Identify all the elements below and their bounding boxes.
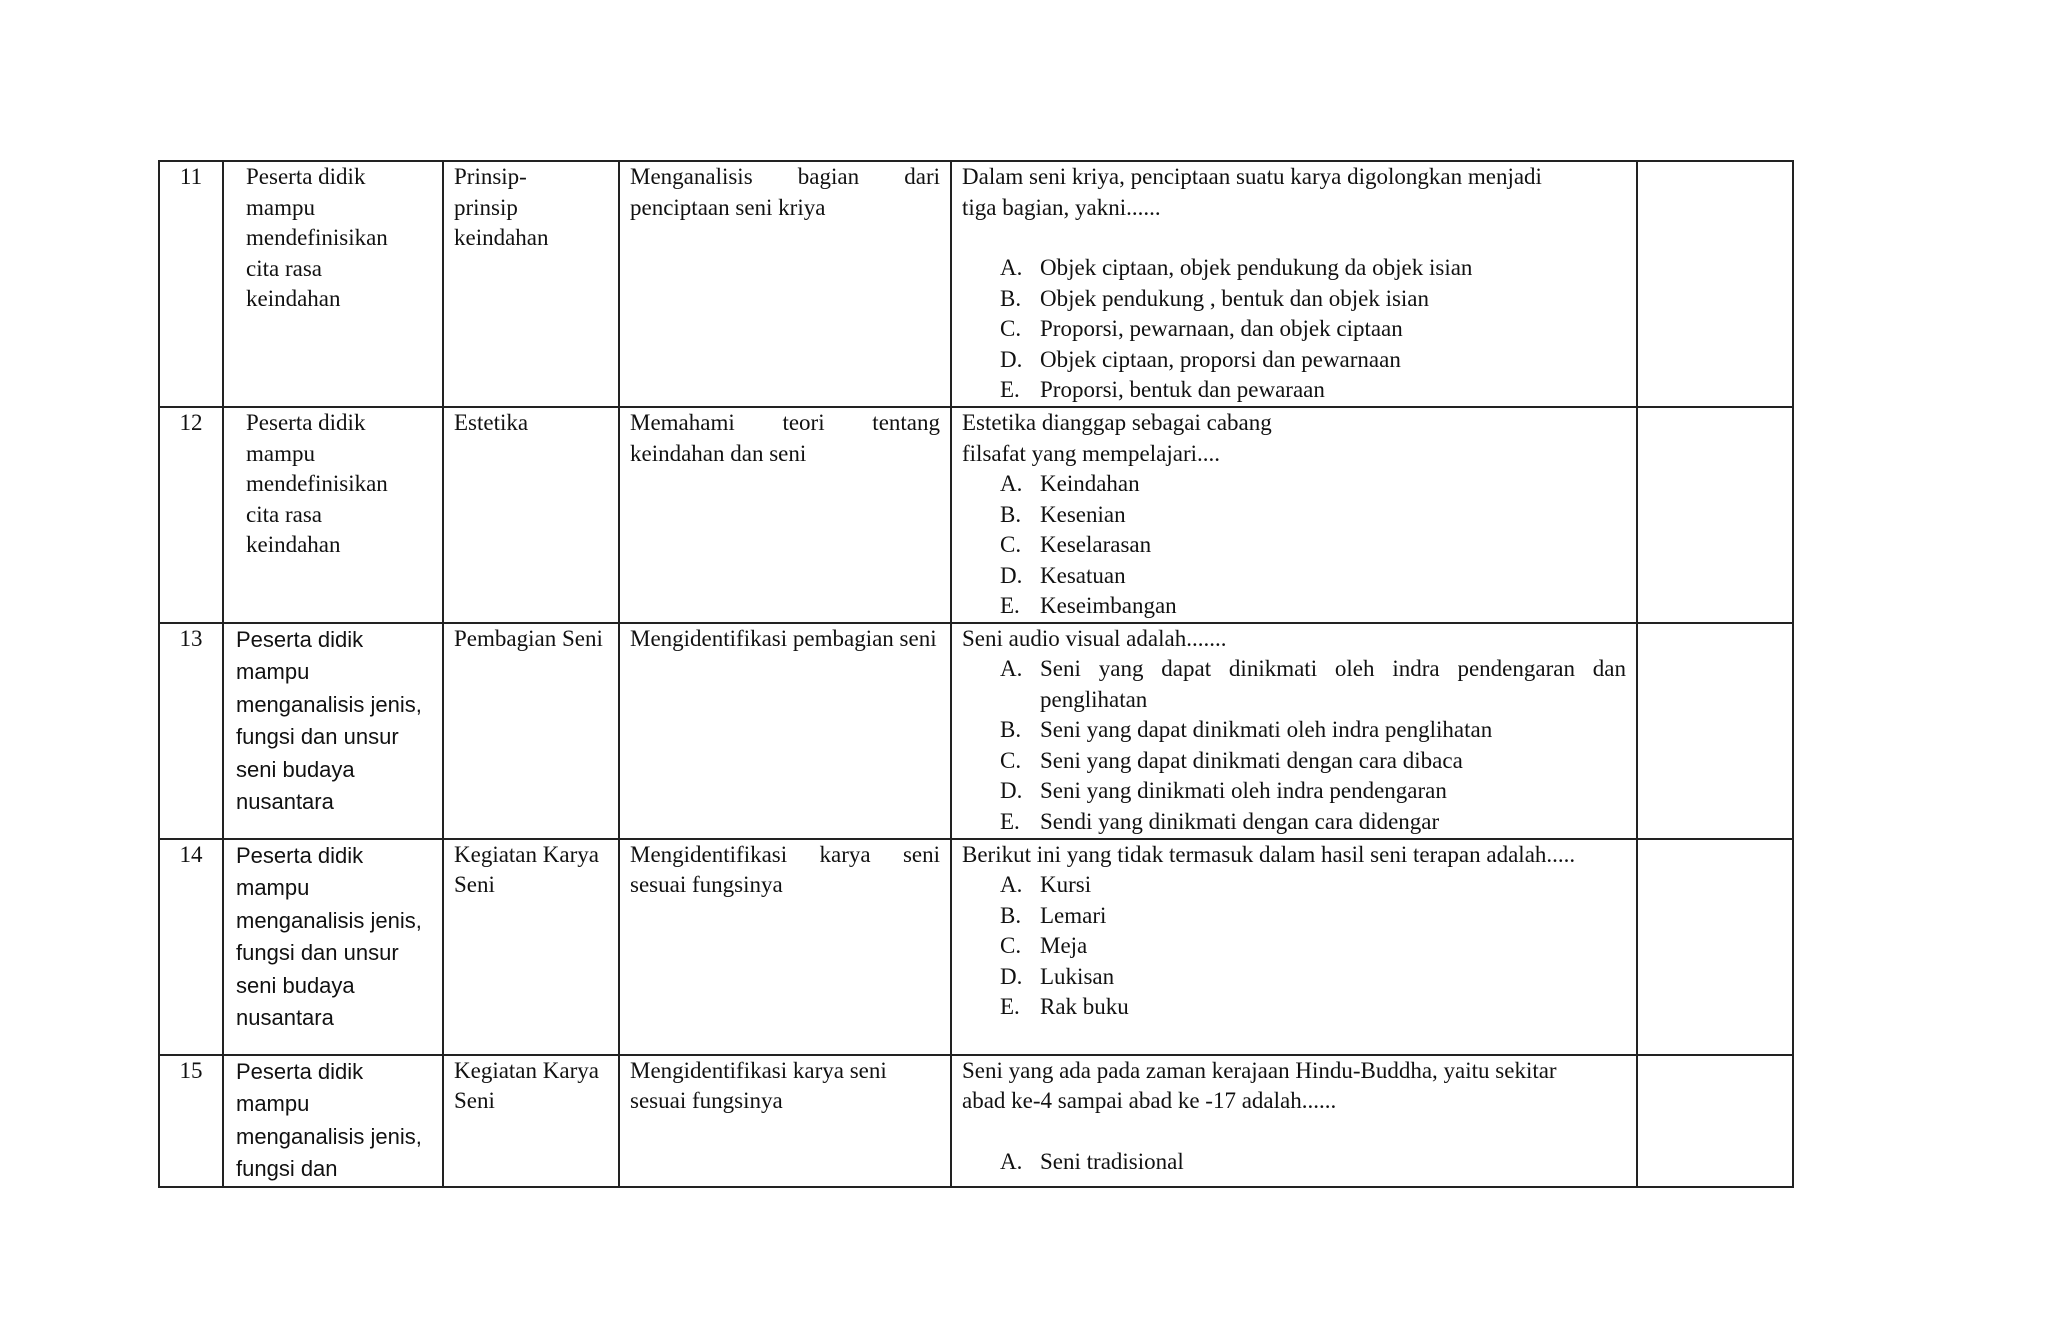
indicator-text: Mengidentifikasi pembagian seni	[630, 625, 937, 651]
competency-cell: Peserta didik mampu menganalisis jenis, fungsi dan unsur seni budaya nusantara	[223, 839, 443, 1055]
option-text: Objek pendukung , bentuk dan objek isian	[1040, 285, 1430, 311]
question-spacer	[962, 223, 1626, 253]
row-number: 11	[159, 161, 223, 407]
option-item	[1000, 314, 1626, 345]
competency-cell: Peserta didik mampu menganalisis jenis, fungsi dan unsur seni budaya nusantara	[223, 623, 443, 839]
option-letter: E.	[1000, 377, 1020, 402]
option-item	[1000, 284, 1626, 315]
indicator-text: Mengidentifikasi karya seni sesuai fungsinya	[630, 841, 940, 897]
question-text: Seni yang ada pada zaman kerajaan Hindu-Buddha, yaitu sekitar abad ke-4 sampai abad ke -17 adalah......	[962, 1057, 1557, 1113]
option-letter: D.	[1000, 562, 1023, 588]
option-text: Keindahan	[1040, 471, 1140, 496]
table-row	[159, 407, 1793, 623]
option-letter: A.	[1000, 1148, 1023, 1174]
indicator-cell	[619, 839, 951, 1055]
option-letter: A.	[1000, 656, 1023, 681]
indicator-cell	[619, 1055, 951, 1187]
answer-key-cell	[1637, 161, 1793, 407]
option-item	[1000, 253, 1626, 284]
option-text: Lemari	[1040, 902, 1107, 928]
option-item	[1000, 530, 1626, 561]
option-item	[1000, 870, 1626, 901]
option-letter: C.	[1000, 316, 1022, 341]
question-text: Berikut ini yang tidak termasuk dalam hasil seni terapan adalah.....	[962, 841, 1576, 867]
indicator-cell	[619, 623, 951, 839]
option-item	[1000, 992, 1626, 1023]
option-item	[1000, 591, 1626, 622]
competency-cell: Peserta didik mampu mendefinisikan cita rasa keindahan	[223, 161, 443, 407]
indicator-text: Menganalisis bagian dari penciptaan seni kriya	[630, 164, 940, 220]
option-item	[1000, 776, 1626, 807]
material-cell: Kegiatan Karya Seni	[443, 1055, 619, 1187]
option-letter: E.	[1000, 994, 1020, 1019]
question-cell	[951, 623, 1637, 839]
option-item	[1000, 375, 1626, 406]
answer-key-cell	[1637, 407, 1793, 623]
option-text: Proporsi, pewarnaan, dan objek ciptaan	[1040, 316, 1403, 341]
option-letter: A.	[1000, 872, 1023, 897]
answer-options	[962, 654, 1626, 837]
question-text: Seni audio visual adalah.......	[962, 625, 1227, 651]
option-letter: A.	[1000, 255, 1023, 280]
competency-cell: Peserta didik mampu mendefinisikan cita rasa keindahan	[223, 407, 443, 623]
option-text: Kesenian	[1040, 501, 1126, 527]
option-text: Sendi yang dinikmati dengan cara didengar	[1040, 808, 1440, 834]
material-cell: Prinsip-prinsip keindahan	[443, 161, 619, 407]
question-spacer	[962, 1117, 1626, 1147]
indicator-text: Mengidentifikasi karya seni sesuai fungsinya	[630, 1057, 887, 1113]
option-item	[1000, 654, 1626, 715]
option-letter: E.	[1000, 593, 1020, 618]
option-item	[1000, 345, 1626, 376]
option-letter: E.	[1000, 808, 1020, 834]
question-text: Dalam seni kriya, penciptaan suatu karya digolongkan menjadi tiga bagian, yakni......	[962, 164, 1542, 220]
option-letter: B.	[1000, 285, 1022, 311]
question-cell	[951, 161, 1637, 407]
option-letter: D.	[1000, 778, 1023, 803]
question-cell	[951, 839, 1637, 1055]
table-row	[159, 1055, 1793, 1187]
option-letter: C.	[1000, 532, 1022, 557]
option-text: Keselarasan	[1040, 532, 1152, 557]
option-text: Seni yang dapat dinikmati oleh indra penglihatan	[1040, 717, 1493, 742]
option-letter: B.	[1000, 902, 1022, 928]
option-item	[1000, 746, 1626, 777]
answer-key-cell	[1637, 1055, 1793, 1187]
question-cell	[951, 407, 1637, 623]
option-item	[1000, 500, 1626, 531]
option-text: Lukisan	[1040, 963, 1115, 989]
option-letter: B.	[1000, 501, 1022, 527]
option-item	[1000, 1147, 1626, 1178]
material-cell: Estetika	[443, 407, 619, 623]
option-item	[1000, 715, 1626, 746]
option-letter: B.	[1000, 717, 1022, 742]
option-item	[1000, 469, 1626, 500]
answer-options	[962, 253, 1626, 406]
option-letter: C.	[1000, 747, 1022, 773]
material-cell: Kegiatan Karya Seni	[443, 839, 619, 1055]
option-item	[1000, 962, 1626, 993]
option-letter: C.	[1000, 933, 1022, 958]
option-letter: D.	[1000, 963, 1023, 989]
option-item	[1000, 901, 1626, 932]
option-text: Keseimbangan	[1040, 593, 1177, 618]
option-text: Proporsi, bentuk dan pewaraan	[1040, 377, 1325, 402]
option-item	[1000, 931, 1626, 962]
option-text: Objek ciptaan, proporsi dan pewarnaan	[1040, 346, 1401, 372]
indicator-cell	[619, 161, 951, 407]
table-row	[159, 161, 1793, 407]
row-number: 13	[159, 623, 223, 839]
option-text: Rak buku	[1040, 994, 1129, 1019]
table-row	[159, 623, 1793, 839]
option-text: Kesatuan	[1040, 562, 1126, 588]
option-text: Seni yang dapat dinikmati dengan cara dibaca	[1040, 747, 1463, 773]
answer-options	[962, 870, 1626, 1023]
answer-key-cell	[1637, 839, 1793, 1055]
question-text: Estetika dianggap sebagai cabang filsafat yang mempelajari....	[962, 410, 1272, 466]
option-text: Seni yang dinikmati oleh indra pendengaran	[1040, 778, 1447, 803]
material-cell: Pembagian Seni	[443, 623, 619, 839]
answer-key-cell	[1637, 623, 1793, 839]
answer-options	[962, 1147, 1626, 1178]
option-item	[1000, 561, 1626, 592]
option-letter: A.	[1000, 471, 1023, 496]
indicator-text: Memahami teori tentang keindahan dan seni	[630, 410, 940, 466]
option-text: Seni tradisional	[1040, 1148, 1184, 1174]
option-item	[1000, 807, 1626, 838]
competency-cell: Peserta didik mampu menganalisis jenis, fungsi dan	[223, 1055, 443, 1187]
table-row	[159, 839, 1793, 1055]
answer-options	[962, 469, 1626, 622]
question-grid-table	[158, 160, 1794, 1188]
question-cell	[951, 1055, 1637, 1187]
option-text: Kursi	[1040, 872, 1092, 897]
row-number: 14	[159, 839, 223, 1055]
option-text: Seni yang dapat dinikmati oleh indra pendengaran dan penglihatan	[1040, 656, 1626, 712]
option-text: Objek ciptaan, objek pendukung da objek isian	[1040, 255, 1473, 280]
option-letter: D.	[1000, 346, 1023, 372]
indicator-cell	[619, 407, 951, 623]
option-text: Meja	[1040, 933, 1088, 958]
row-number: 12	[159, 407, 223, 623]
row-number: 15	[159, 1055, 223, 1187]
